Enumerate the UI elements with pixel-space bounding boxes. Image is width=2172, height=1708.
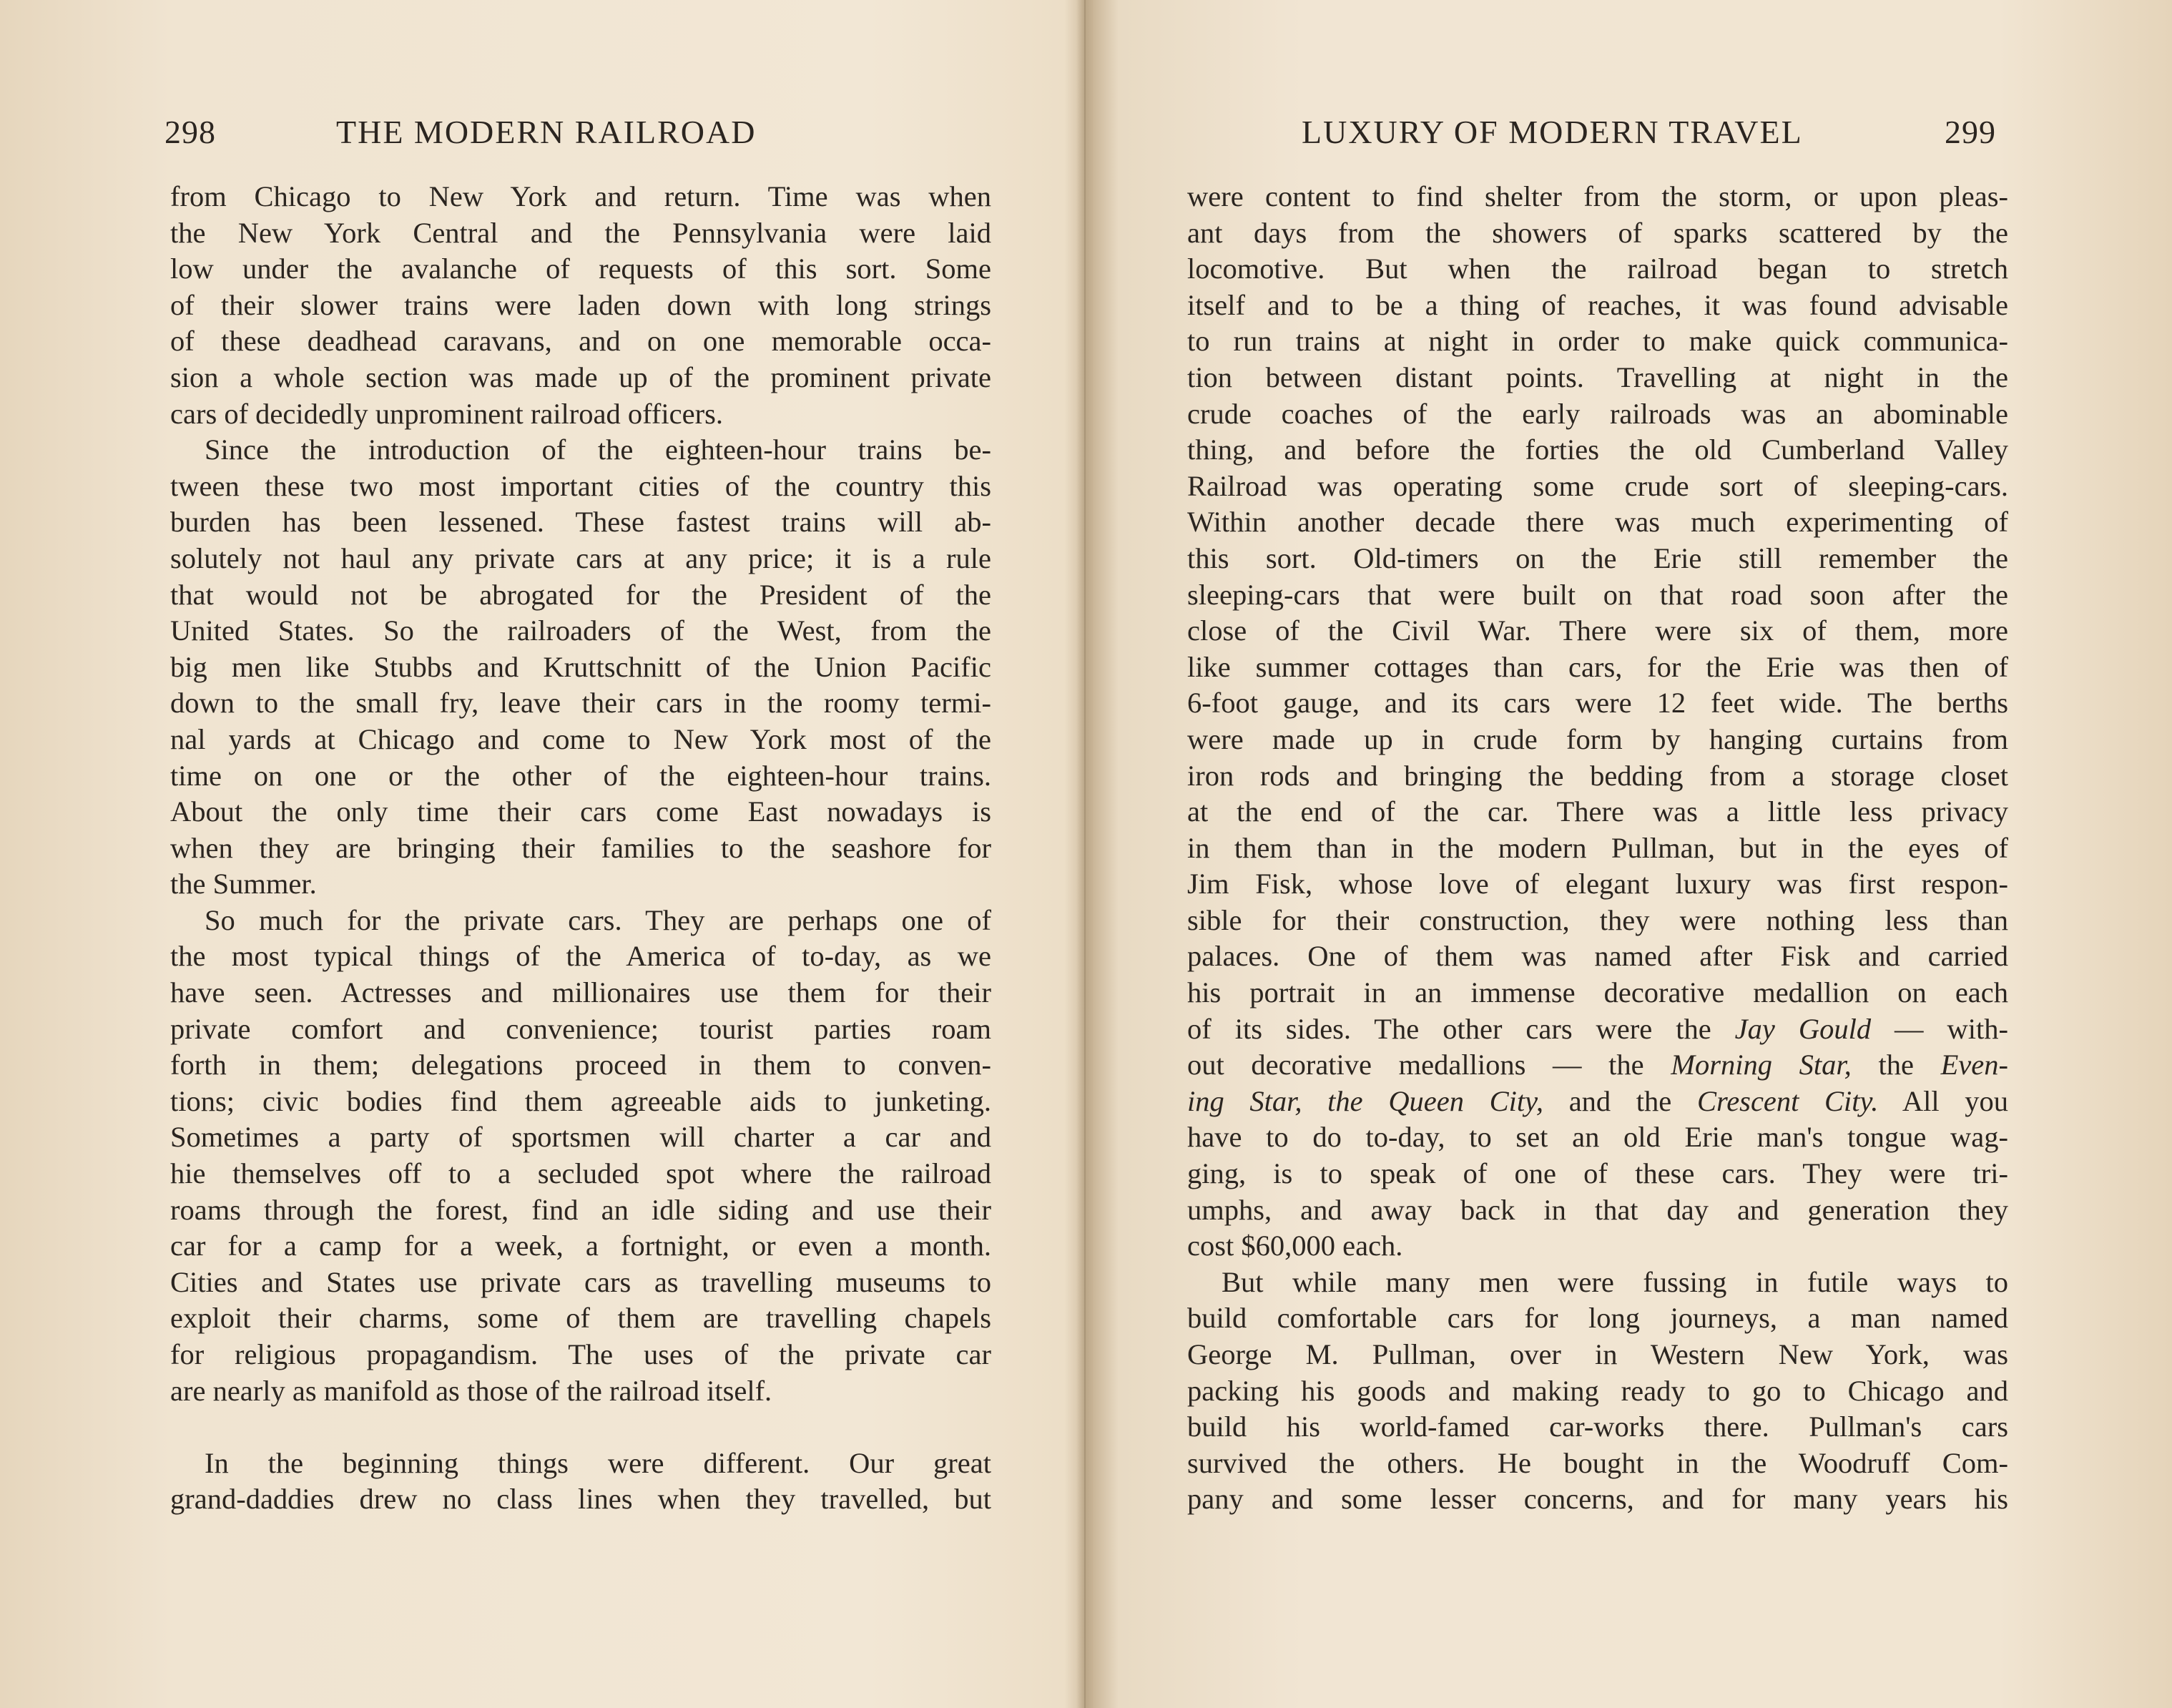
text-line: nal yards at Chicago and come to New York most of the bbox=[170, 722, 991, 755]
text-line: tween these two most important cities of the country this bbox=[170, 469, 991, 502]
italic-car-name: ing Star, the bbox=[1187, 1084, 1389, 1117]
text-line: tions; civic bodies find them agreeable aids to junketing. bbox=[170, 1084, 991, 1117]
text-line: car for a camp for a week, a fortnight, or even a month. bbox=[170, 1230, 991, 1262]
text-line: were made up in crude form by hanging curtains from bbox=[1187, 722, 2008, 755]
page-number: 299 bbox=[1945, 114, 1996, 150]
text-segment: the bbox=[1851, 1049, 1941, 1081]
text-line: crude coaches of the early railroads was an abominable bbox=[1187, 397, 2008, 430]
text-segment: out decorative medallions — the bbox=[1187, 1049, 1671, 1081]
text-line: private comfort and convenience; tourist parties roam bbox=[170, 1012, 991, 1045]
text-segment: All you bbox=[1878, 1084, 2008, 1117]
text-line: pany and some lesser concerns, and for many years his bbox=[1187, 1483, 2008, 1516]
text-line: ant days from the showers of sparks scattered by the bbox=[1187, 216, 2008, 249]
italic-car-name: Queen City, bbox=[1388, 1084, 1544, 1117]
text-line: ging, is to speak of one of these cars. They were tri- bbox=[1187, 1157, 2008, 1190]
text-line-rich bbox=[1187, 1011, 2008, 1048]
text-line: 6-foot gauge, and its cars were 12 feet wide. The berths bbox=[1187, 687, 2008, 720]
text-segment: — with- bbox=[1871, 1012, 2008, 1045]
blank-line bbox=[170, 1409, 991, 1446]
text-line: his portrait in an immense decorative medallion on each bbox=[1187, 976, 2008, 1009]
text-line: time on one or the other of the eighteen-hour trains. bbox=[170, 759, 991, 792]
running-head: THE MODERN RAILROAD bbox=[336, 114, 757, 150]
text-line: when they are bringing their families to the seashore for bbox=[170, 831, 991, 864]
text-line: low under the avalanche of requests of this sort. Some bbox=[170, 252, 991, 285]
text-line: tion between distant points. Travelling at night in the bbox=[1187, 360, 2008, 393]
page-body bbox=[1187, 179, 2008, 1518]
text-line: like summer cottages than cars, for the Erie was then of bbox=[1187, 650, 2008, 683]
text-line: Railroad was operating some crude sort of sleeping-cars. bbox=[1187, 469, 2008, 502]
text-line: locomotive. But when the railroad began to stretch bbox=[1187, 252, 2008, 285]
text-line: at the end of the car. There was a little less privacy bbox=[1187, 795, 2008, 828]
text-line: cost $60,000 each. bbox=[1187, 1230, 1403, 1262]
text-line-rich bbox=[1187, 1084, 2008, 1120]
italic-car-name: Crescent City. bbox=[1696, 1084, 1879, 1117]
text-line: Within another decade there was much experimenting of bbox=[1187, 506, 2008, 539]
text-line: of these deadhead caravans, and on one memorable occa- bbox=[170, 325, 991, 358]
text-line: for religious propagandism. The uses of the private car bbox=[170, 1338, 991, 1370]
text-line: survived the others. He bought in the Woodruff Com- bbox=[1187, 1446, 2008, 1479]
text-line: In the beginning things were different. Our great bbox=[205, 1446, 991, 1479]
text-line: close of the Civil War. There were six of them, more bbox=[1187, 614, 2008, 647]
text-line: down to the small fry, leave their cars in the roomy termi- bbox=[170, 687, 991, 720]
text-line: the most typical things of the America of to-day, as we bbox=[170, 940, 991, 973]
text-line: roams through the forest, find an idle siding and use their bbox=[170, 1193, 991, 1226]
text-line: George M. Pullman, over in Western New York, was bbox=[1187, 1338, 2008, 1370]
text-line: from Chicago to New York and return. Time was when bbox=[170, 180, 991, 212]
text-line: sleeping-cars that were built on that road soon after the bbox=[1187, 578, 2008, 611]
text-line: Jim Fisk, whose love of elegant luxury was first respon- bbox=[1187, 868, 2008, 900]
text-line: build comfortable cars for long journeys, a man named bbox=[1187, 1302, 2008, 1335]
text-segment: and the bbox=[1543, 1084, 1697, 1117]
text-line: solutely not haul any private cars at any price; it is a rule bbox=[170, 541, 991, 574]
text-line: have seen. Actresses and millionaires use them for their bbox=[170, 976, 991, 1009]
right-page bbox=[1094, 0, 2172, 1708]
text-line: cars of decidedly unprominent railroad officers. bbox=[170, 397, 723, 430]
text-line: About the only time their cars come East nowadays is bbox=[170, 795, 991, 828]
book-gutter bbox=[1076, 0, 1094, 1708]
italic-car-name: Even- bbox=[1940, 1049, 2008, 1081]
text-line: burden has been lessened. These fastest trains will ab- bbox=[170, 506, 991, 539]
text-line: exploit their charms, some of them are travelling chapels bbox=[170, 1302, 991, 1335]
text-line: But while many men were fussing in futile ways to bbox=[1222, 1265, 2008, 1298]
page-body bbox=[170, 179, 991, 1518]
text-segment: of its sides. The other cars were the bbox=[1187, 1012, 1735, 1045]
text-line: So much for the private cars. They are perhaps one of bbox=[205, 903, 991, 936]
text-line: that would not be abrogated for the President of the bbox=[170, 578, 991, 611]
text-line: sible for their construction, they were nothing less than bbox=[1187, 903, 2008, 936]
text-line: sion a whole section was made up of the prominent private bbox=[170, 360, 991, 393]
text-line: the Summer. bbox=[170, 868, 317, 900]
text-line: iron rods and bringing the bedding from a storage closet bbox=[1187, 759, 2008, 792]
text-line: United States. So the railroaders of the West, from the bbox=[170, 614, 991, 647]
italic-car-name: Morning Star, bbox=[1671, 1049, 1852, 1081]
text-line: Cities and States use private cars as travelling museums to bbox=[170, 1265, 991, 1298]
text-line: itself and to be a thing of reaches, it was found advisable bbox=[1187, 288, 2008, 321]
text-line: umphs, and away back in that day and generation they bbox=[1187, 1193, 2008, 1226]
text-line: palaces. One of them was named after Fisk and carried bbox=[1187, 940, 2008, 973]
text-line: of their slower trains were laden down with long strings bbox=[170, 288, 991, 321]
text-line: are nearly as manifold as those of the railroad itself. bbox=[170, 1374, 772, 1407]
text-line: hie themselves off to a secluded spot where the railroad bbox=[170, 1157, 991, 1190]
text-line: the New York Central and the Pennsylvania were laid bbox=[170, 216, 991, 249]
text-line: grand-daddies drew no class lines when they travelled, but bbox=[170, 1483, 991, 1516]
text-line: build his world-famed car-works there. Pullman's cars bbox=[1187, 1410, 2008, 1443]
italic-car-name: Jay Gould bbox=[1734, 1012, 1872, 1045]
page-number: 298 bbox=[164, 114, 216, 150]
text-line: forth in them; delegations proceed in them to conven- bbox=[170, 1049, 991, 1081]
text-line: in them than in the modern Pullman, but in the eyes of bbox=[1187, 831, 2008, 864]
text-line: big men like Stubbs and Kruttschnitt of the Union Pacific bbox=[170, 650, 991, 683]
text-line: to run trains at night in order to make quick communica- bbox=[1187, 325, 2008, 358]
left-page bbox=[0, 0, 1076, 1708]
text-line: were content to find shelter from the storm, or upon pleas- bbox=[1187, 180, 2008, 212]
running-head: LUXURY OF MODERN TRAVEL bbox=[1302, 114, 1803, 150]
text-line-rich bbox=[1187, 1047, 2008, 1084]
text-line: this sort. Old-timers on the Erie still remember the bbox=[1187, 541, 2008, 574]
text-line: have to do to-day, to set an old Erie man's tongue wag- bbox=[1187, 1121, 2008, 1154]
text-line: Sometimes a party of sportsmen will charter a car and bbox=[170, 1121, 991, 1154]
text-line: Since the introduction of the eighteen-hour trains be- bbox=[205, 433, 991, 466]
text-line: packing his goods and making ready to go to Chicago and bbox=[1187, 1374, 2008, 1407]
text-line: thing, and before the forties the old Cumberland Valley bbox=[1187, 433, 2008, 466]
